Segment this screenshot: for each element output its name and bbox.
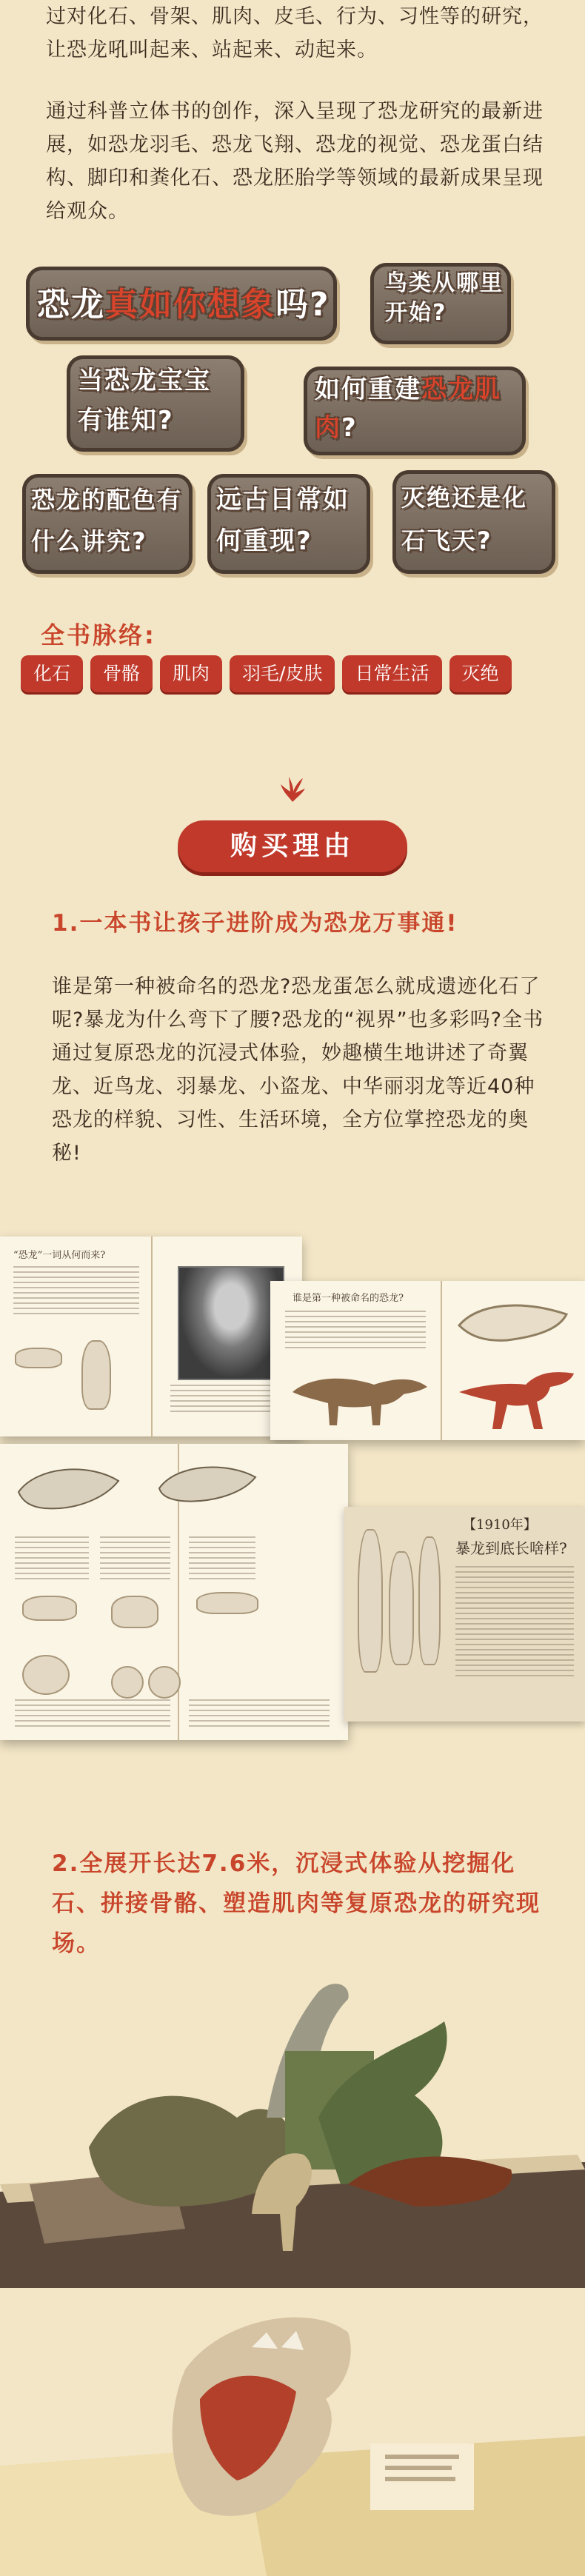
- book-spread-skulls: [0, 1444, 348, 1740]
- scientist-portrait: [178, 1266, 284, 1380]
- reason-1-body: 谁是第一种被命名的恐龙?恐龙蛋怎么就成遗迹化石了呢?暴龙为什么弯下了腰?恐龙的“视界”也多彩吗?全书通过复原恐龙的沉浸式体验，妙趣横生地讲述了奇翼龙、近鸟龙、羽暴龙、小盗龙、中华丽羽龙等近40种恐龙的样貌、习性、生活环境，全方位掌控恐龙的奥秘!: [52, 975, 544, 1165]
- chip-muscle: 肌肉: [160, 655, 222, 692]
- popup-book-scene-1: [0, 1970, 585, 2288]
- intro-paragraph-2: 通过科普立体书的创作，深入呈现了恐龙研究的最新进展，如恐龙羽毛、恐龙飞翔、恐龙的视觉、恐龙蛋白结构、脚印和粪化石、恐龙胚胎学等领域的最新成果呈现给观众。: [46, 100, 544, 223]
- card-year: 【1910年】: [463, 1517, 537, 1533]
- theme-title-5: 恐龙的配色有什么讲究?: [31, 486, 183, 555]
- card-title: 暴龙到底长啥样?: [455, 1539, 567, 1557]
- megalosaurus-illustration: [285, 1359, 433, 1429]
- book-spread-first-named: [270, 1281, 585, 1440]
- reason-2-title: 2.全展开长达7.6米，沉浸式体验从挖掘化石、拼接骨骼、塑造肌肉等复原恐龙的研究现场。: [52, 1850, 541, 1957]
- theme-title-6: 远古日常如何重现?: [216, 485, 350, 556]
- book-card-1910: [344, 1507, 585, 1722]
- chip-fossil: 化石: [21, 655, 83, 692]
- popup-book-scene-2: [0, 2288, 585, 2576]
- tyrannosaurus-illustration: [455, 1351, 581, 1433]
- skull-sketch: [15, 1455, 126, 1522]
- dino-footprint-icon: [278, 774, 307, 803]
- page-b-title: 谁是第一种被命名的恐龙?: [292, 1293, 404, 1304]
- theme-titles: [22, 248, 563, 596]
- theme-title-1: 恐龙真如你想象吗?: [37, 286, 330, 324]
- chip-extinction: 灭绝: [449, 655, 512, 692]
- skull-sketch: [156, 1455, 259, 1514]
- intro-paragraph-1: 过对化石、骨架、肌肉、皮毛、行为、习性等的研究，让恐龙吼叫起来、站起来、动起来。: [46, 5, 544, 61]
- reasons-banner: 购买理由: [178, 820, 407, 872]
- chip-skeleton: 骨骼: [90, 655, 153, 692]
- theme-title-2: 鸟类从哪里开始?: [385, 270, 504, 326]
- reason-1-title: 1.一本书让孩子进阶成为恐龙万事通!: [52, 910, 458, 937]
- page-a-title: “恐龙”一词从何而来?: [13, 1250, 106, 1261]
- chip-feather-skin: 羽毛/皮肤: [230, 655, 335, 692]
- theme-title-4: 如何重建恐龙肌肉?: [315, 375, 501, 443]
- content-map-chips: [21, 655, 569, 692]
- dino-skull-illustration: [455, 1296, 574, 1348]
- chip-daily-life: 日常生活: [342, 655, 441, 692]
- book-spread-history: [0, 1237, 302, 1436]
- content-map-title: 全书脉络:: [41, 621, 156, 649]
- theme-title-3: 当恐龙宝宝有谁知?: [78, 366, 211, 435]
- theme-title-7: 灭绝还是化石飞天?: [401, 484, 528, 555]
